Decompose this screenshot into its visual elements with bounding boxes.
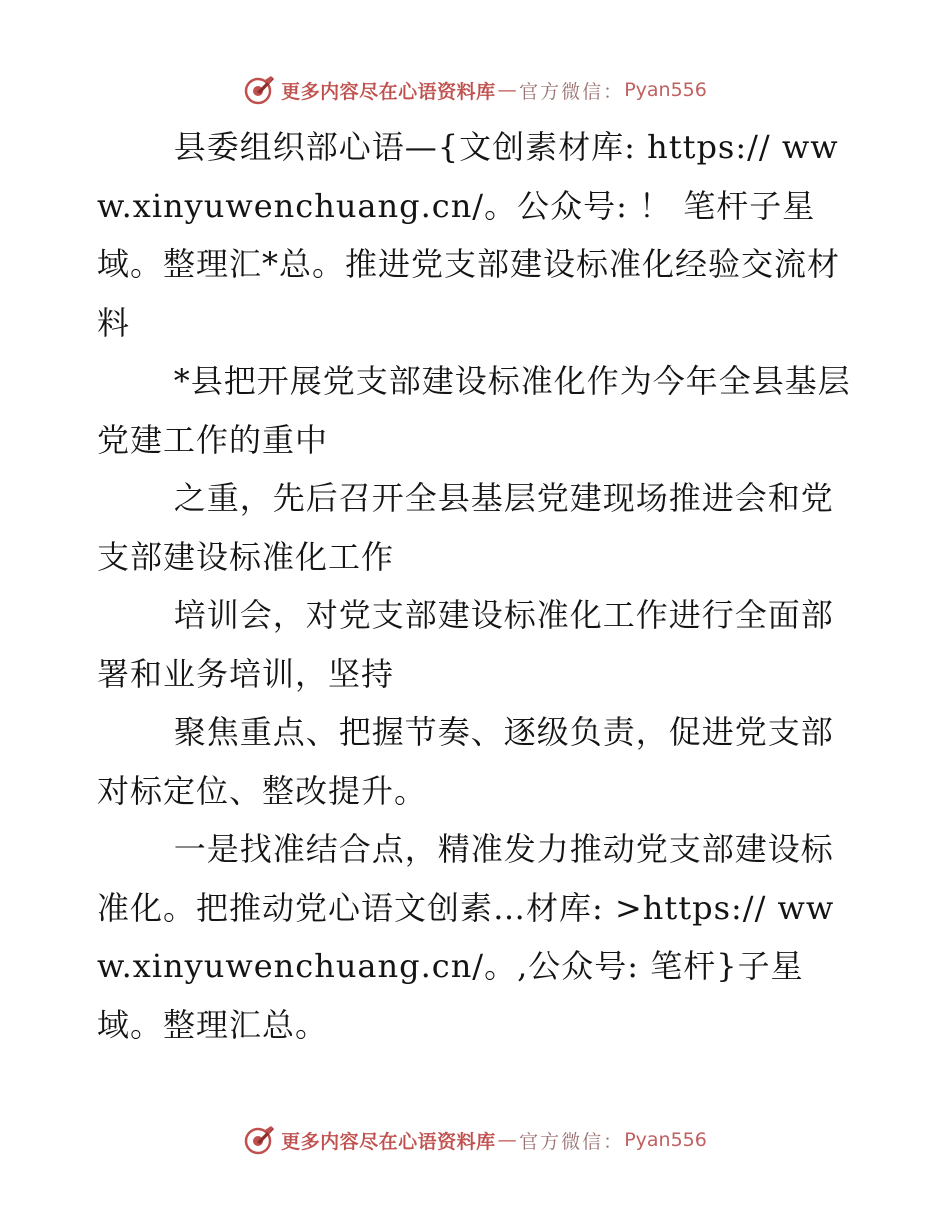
banner-dash: — — [497, 79, 518, 101]
banner-wechat-label: 官方微信： — [519, 80, 625, 103]
paragraph: 聚焦重点、把握节奏、逐级负责，促进党支部对标定位、整改提升。 — [97, 713, 834, 810]
quill-logo-icon — [243, 74, 275, 106]
paragraph: *县把开展党支部建设标准化作为今年全县基层党建工作的重中 — [97, 362, 851, 459]
banner-wechat-id: Pyan556 — [624, 1129, 707, 1151]
quill-logo-icon — [243, 1124, 275, 1156]
header-banner — [0, 70, 950, 110]
document-body — [97, 118, 857, 1054]
banner-wechat-id: Pyan556 — [624, 79, 707, 101]
paragraph: 培训会，对党支部建设标准化工作进行全面部署和业务培训，坚持 — [97, 596, 834, 693]
paragraph: 县委组织部心语—{文创素材库: https:// www.xinyuwenchuang.cn/。公众号: ！ 笔杆子星域。整理汇*总。推进党支部建设标准化经验交流材料 — [97, 128, 841, 342]
banner-dash: — — [497, 1129, 518, 1151]
banner-brand: 更多内容尽在心语资料库 — [281, 1130, 496, 1153]
banner-brand: 更多内容尽在心语资料库 — [281, 80, 496, 103]
banner-wechat-label: 官方微信： — [519, 1130, 625, 1153]
paragraph: 一是找准结合点，精准发力推动党支部建设标准化。把推动党心语文创素…材库: >https:// www.xinyuwenchuang.cn/。,公众号: 笔杆}子星域。整理汇总。 — [97, 830, 835, 1044]
paragraph: 之重，先后召开全县基层党建现场推进会和党支部建设标准化工作 — [97, 479, 834, 576]
footer-banner — [0, 1120, 950, 1160]
